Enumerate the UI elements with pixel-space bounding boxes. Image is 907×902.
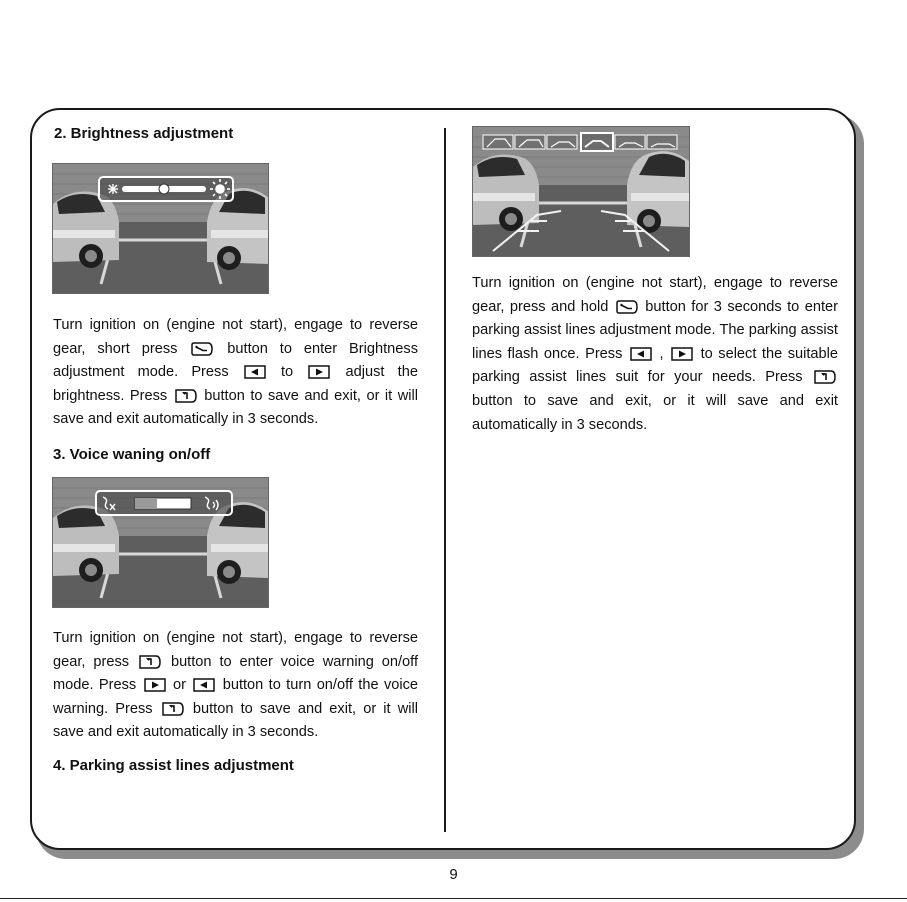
right-arrow-button-icon (671, 347, 693, 361)
text-run: button to save and exit, or it will save and exit automatically in 3 seconds. (53, 700, 418, 741)
text-run: button to save and exit, or it will save and exit automatically in 3 seconds. (53, 387, 419, 428)
selected-line-preset (581, 133, 613, 151)
wrench-button-icon (616, 300, 638, 314)
text-run: to select the suitable parking assist lines suit for your needs. Press (472, 345, 839, 386)
voice-instructions (53, 627, 418, 745)
right-arrow-button-icon (308, 365, 330, 379)
right-arrow-button-icon (144, 678, 166, 692)
page-number: 9 (449, 866, 458, 883)
text-run: Turn ignition on (engine not start), engage to reverse gear, short press (53, 317, 418, 357)
text-run: , (659, 345, 664, 362)
voice-screen-image (52, 477, 269, 608)
text-run: button to enter voice warning on/off mode. Press (53, 653, 419, 694)
voice-toggle-overlay (95, 490, 233, 516)
return-button-icon (175, 389, 197, 403)
parking-lines-screen-image (472, 126, 690, 257)
brightness-screen-image (52, 163, 269, 294)
sun-large-icon (210, 179, 230, 199)
return-button-icon (139, 655, 161, 669)
column-divider (444, 128, 446, 832)
text-run: button to turn on/off the voice warning. Press (53, 677, 419, 717)
brightness-instructions (53, 314, 418, 432)
left-arrow-button-icon (630, 347, 652, 361)
section-2-heading: 2. Brightness adjustment (54, 125, 234, 142)
text-run: button for 3 seconds to enter parking assist lines adjustment mode. The parking assist lines flash once. Press (472, 298, 838, 362)
section-3-heading: 3. Voice waning on/off (53, 446, 211, 463)
parking-lines-instructions (472, 272, 838, 437)
text-run: adjust the brightness. Press (53, 364, 418, 404)
text-run: button to save and exit, or it will save and exit automatically in 3 seconds. (472, 392, 838, 433)
text-run: button to enter Brightness adjustment mode. Press (53, 340, 418, 381)
sun-small-icon (108, 184, 118, 194)
return-button-icon (814, 370, 836, 384)
text-run: to (281, 364, 294, 381)
brightness-slider-overlay (98, 176, 234, 202)
text-run: or (172, 677, 186, 694)
parking-lines-overlay (473, 127, 689, 257)
bottom-rule (0, 898, 907, 899)
left-arrow-button-icon (244, 365, 266, 379)
return-button-icon (162, 702, 184, 716)
text-run: Turn ignition on (engine not start), engage to reverse gear, press and hold (472, 275, 838, 315)
wrench-button-icon (191, 342, 213, 356)
left-arrow-button-icon (193, 678, 215, 692)
section-4-heading: 4. Parking assist lines adjustment (53, 757, 294, 774)
text-run: Turn ignition on (engine not start), engage to reverse gear, press (53, 630, 418, 670)
